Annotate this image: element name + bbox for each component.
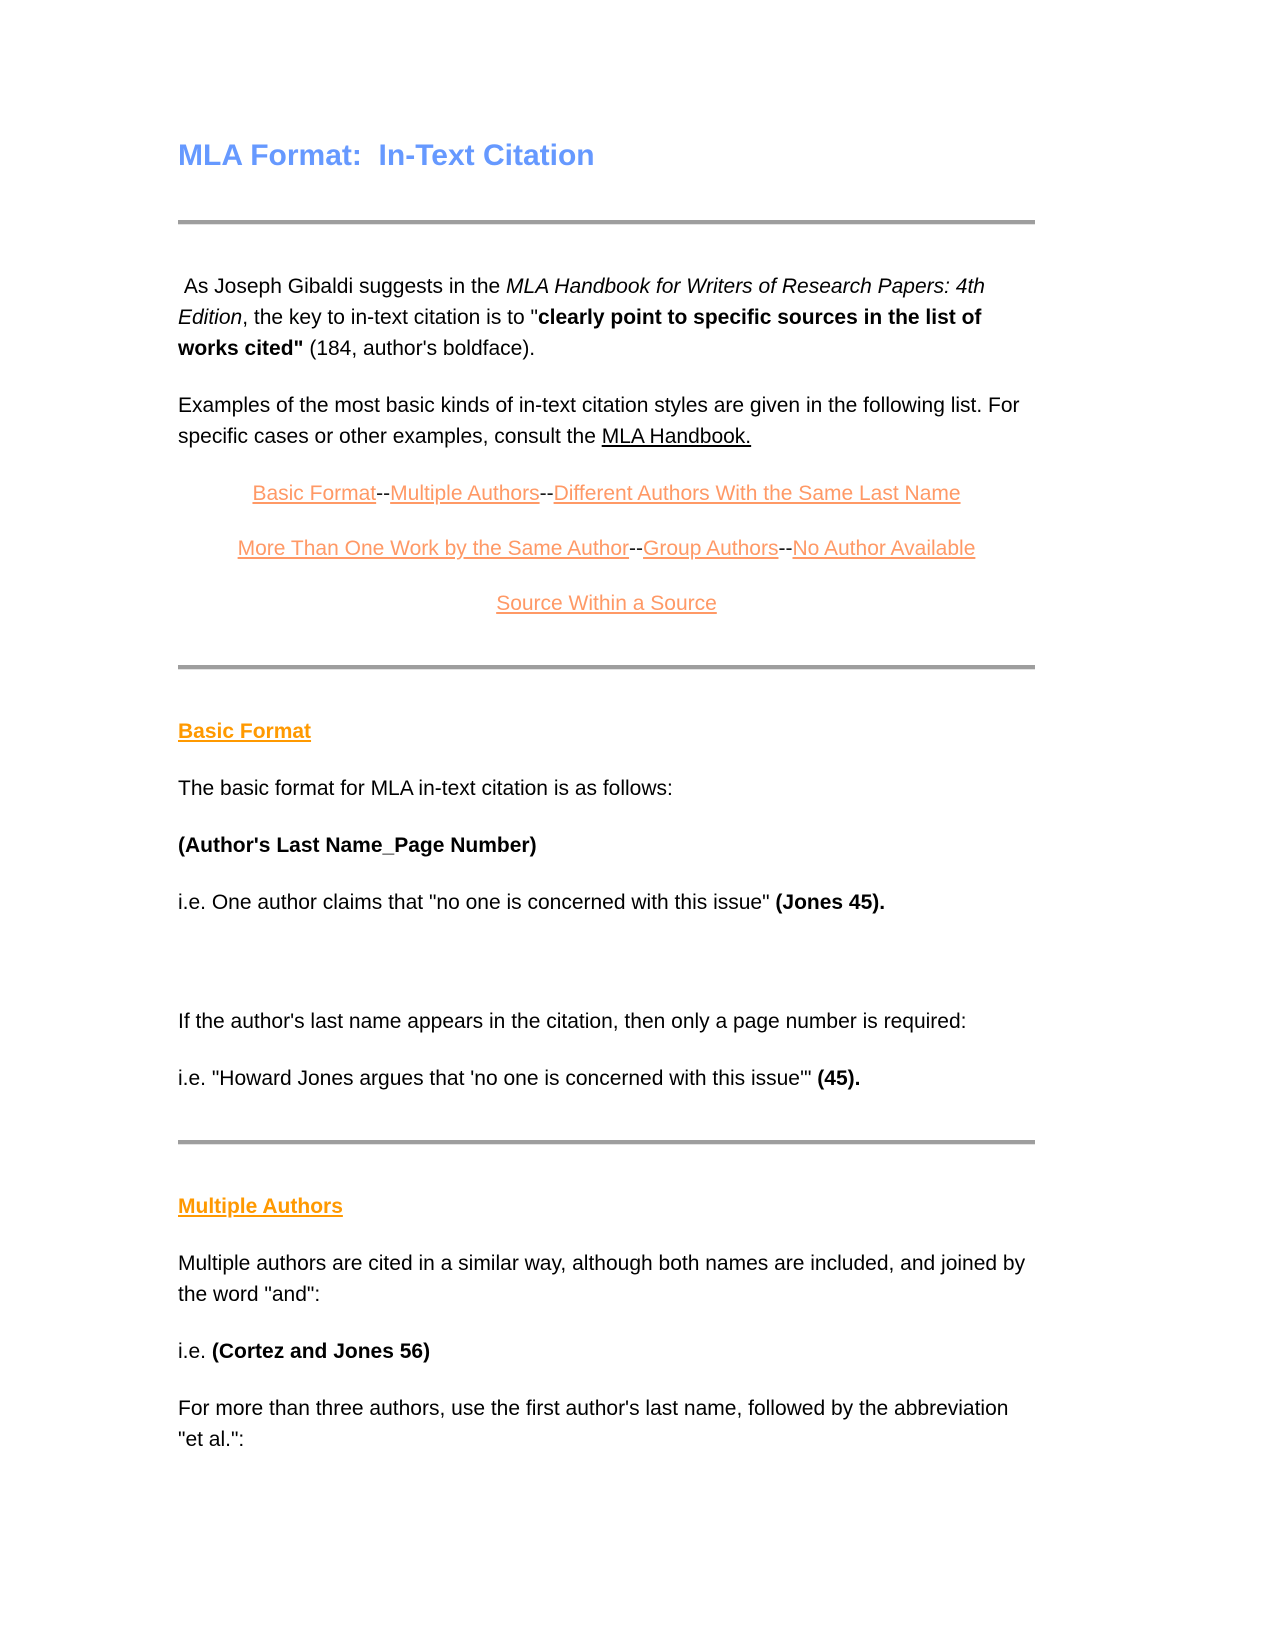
blank-line: [178, 944, 1035, 1006]
basic-format-example-2: [178, 1063, 1035, 1094]
bold-citation: (45).: [817, 1067, 861, 1090]
bold-citation: (Cortez and Jones 56): [211, 1340, 431, 1363]
text-run: i.e.: [178, 1340, 212, 1363]
nav-separator: --: [539, 482, 554, 505]
nav-link-multiple-authors[interactable]: Multiple Authors: [390, 482, 540, 505]
text-run: Examples of the most basic kinds of in-text citation styles are given in the following list. For specific cases or other examples, consult the: [178, 394, 1026, 448]
multiple-authors-note: For more than three authors, use the first author's last name, followed by the abbreviation "et al.":: [178, 1397, 1015, 1451]
nav-separator: --: [778, 537, 793, 560]
horizontal-rule: [178, 220, 1035, 225]
nav-line-1: [178, 478, 1035, 509]
nav-line-3: [178, 588, 1035, 619]
nav-link-basic-format[interactable]: Basic Format: [252, 482, 377, 505]
text-run: (184, author's boldface).: [303, 337, 536, 360]
nav-link-no-author-available[interactable]: No Author Available: [792, 537, 976, 560]
intro-paragraph: [178, 271, 1035, 364]
nav-separator: --: [629, 537, 644, 560]
page-title: MLA Format: In-Text Citation: [178, 139, 595, 172]
nav-link-group-authors[interactable]: Group Authors: [643, 537, 779, 560]
nav-link-different-authors-same-last-name[interactable]: Different Authors With the Same Last Name: [553, 482, 961, 505]
multiple-authors-intro: Multiple authors are cited in a similar way, although both names are included, and joined by the word "and":: [178, 1252, 1031, 1306]
text-run: i.e. One author claims that "no one is concerned with this issue": [178, 891, 776, 914]
basic-format-example-1: [178, 887, 1035, 918]
horizontal-rule: [178, 665, 1035, 670]
section-heading-basic-format: Basic Format: [178, 720, 312, 743]
text-run: As Joseph Gibaldi suggests in the: [178, 275, 507, 298]
horizontal-rule: [178, 1140, 1035, 1145]
basic-format-note: If the author's last name appears in the citation, then only a page number is required:: [178, 1010, 967, 1033]
citation-format-line: (Author's Last Name_Page Number): [178, 834, 537, 857]
nav-separator: --: [376, 482, 391, 505]
section-heading-multiple-authors: Multiple Authors: [178, 1195, 343, 1218]
mla-handbook-underlined: MLA Handbook.: [601, 425, 752, 448]
nav-link-source-within-a-source[interactable]: Source Within a Source: [496, 592, 717, 615]
basic-format-intro: The basic format for MLA in-text citation is as follows:: [178, 777, 673, 800]
text-run: , the key to in-text citation is to ": [242, 306, 538, 329]
nav-line-2: [178, 533, 1035, 564]
nav-link-more-than-one-work[interactable]: More Than One Work by the Same Author: [237, 537, 630, 560]
book-title-italic: MLA Handbook for Writers of Research Papers: 4th Edition: [178, 275, 991, 329]
bold-citation: (Jones 45).: [775, 891, 886, 914]
multiple-authors-example: [178, 1336, 1035, 1367]
examples-paragraph: [178, 390, 1035, 452]
text-run: i.e. "Howard Jones argues that 'no one is concerned with this issue'": [178, 1067, 818, 1090]
bold-quote: clearly point to specific sources in the list of works cited": [178, 306, 988, 360]
